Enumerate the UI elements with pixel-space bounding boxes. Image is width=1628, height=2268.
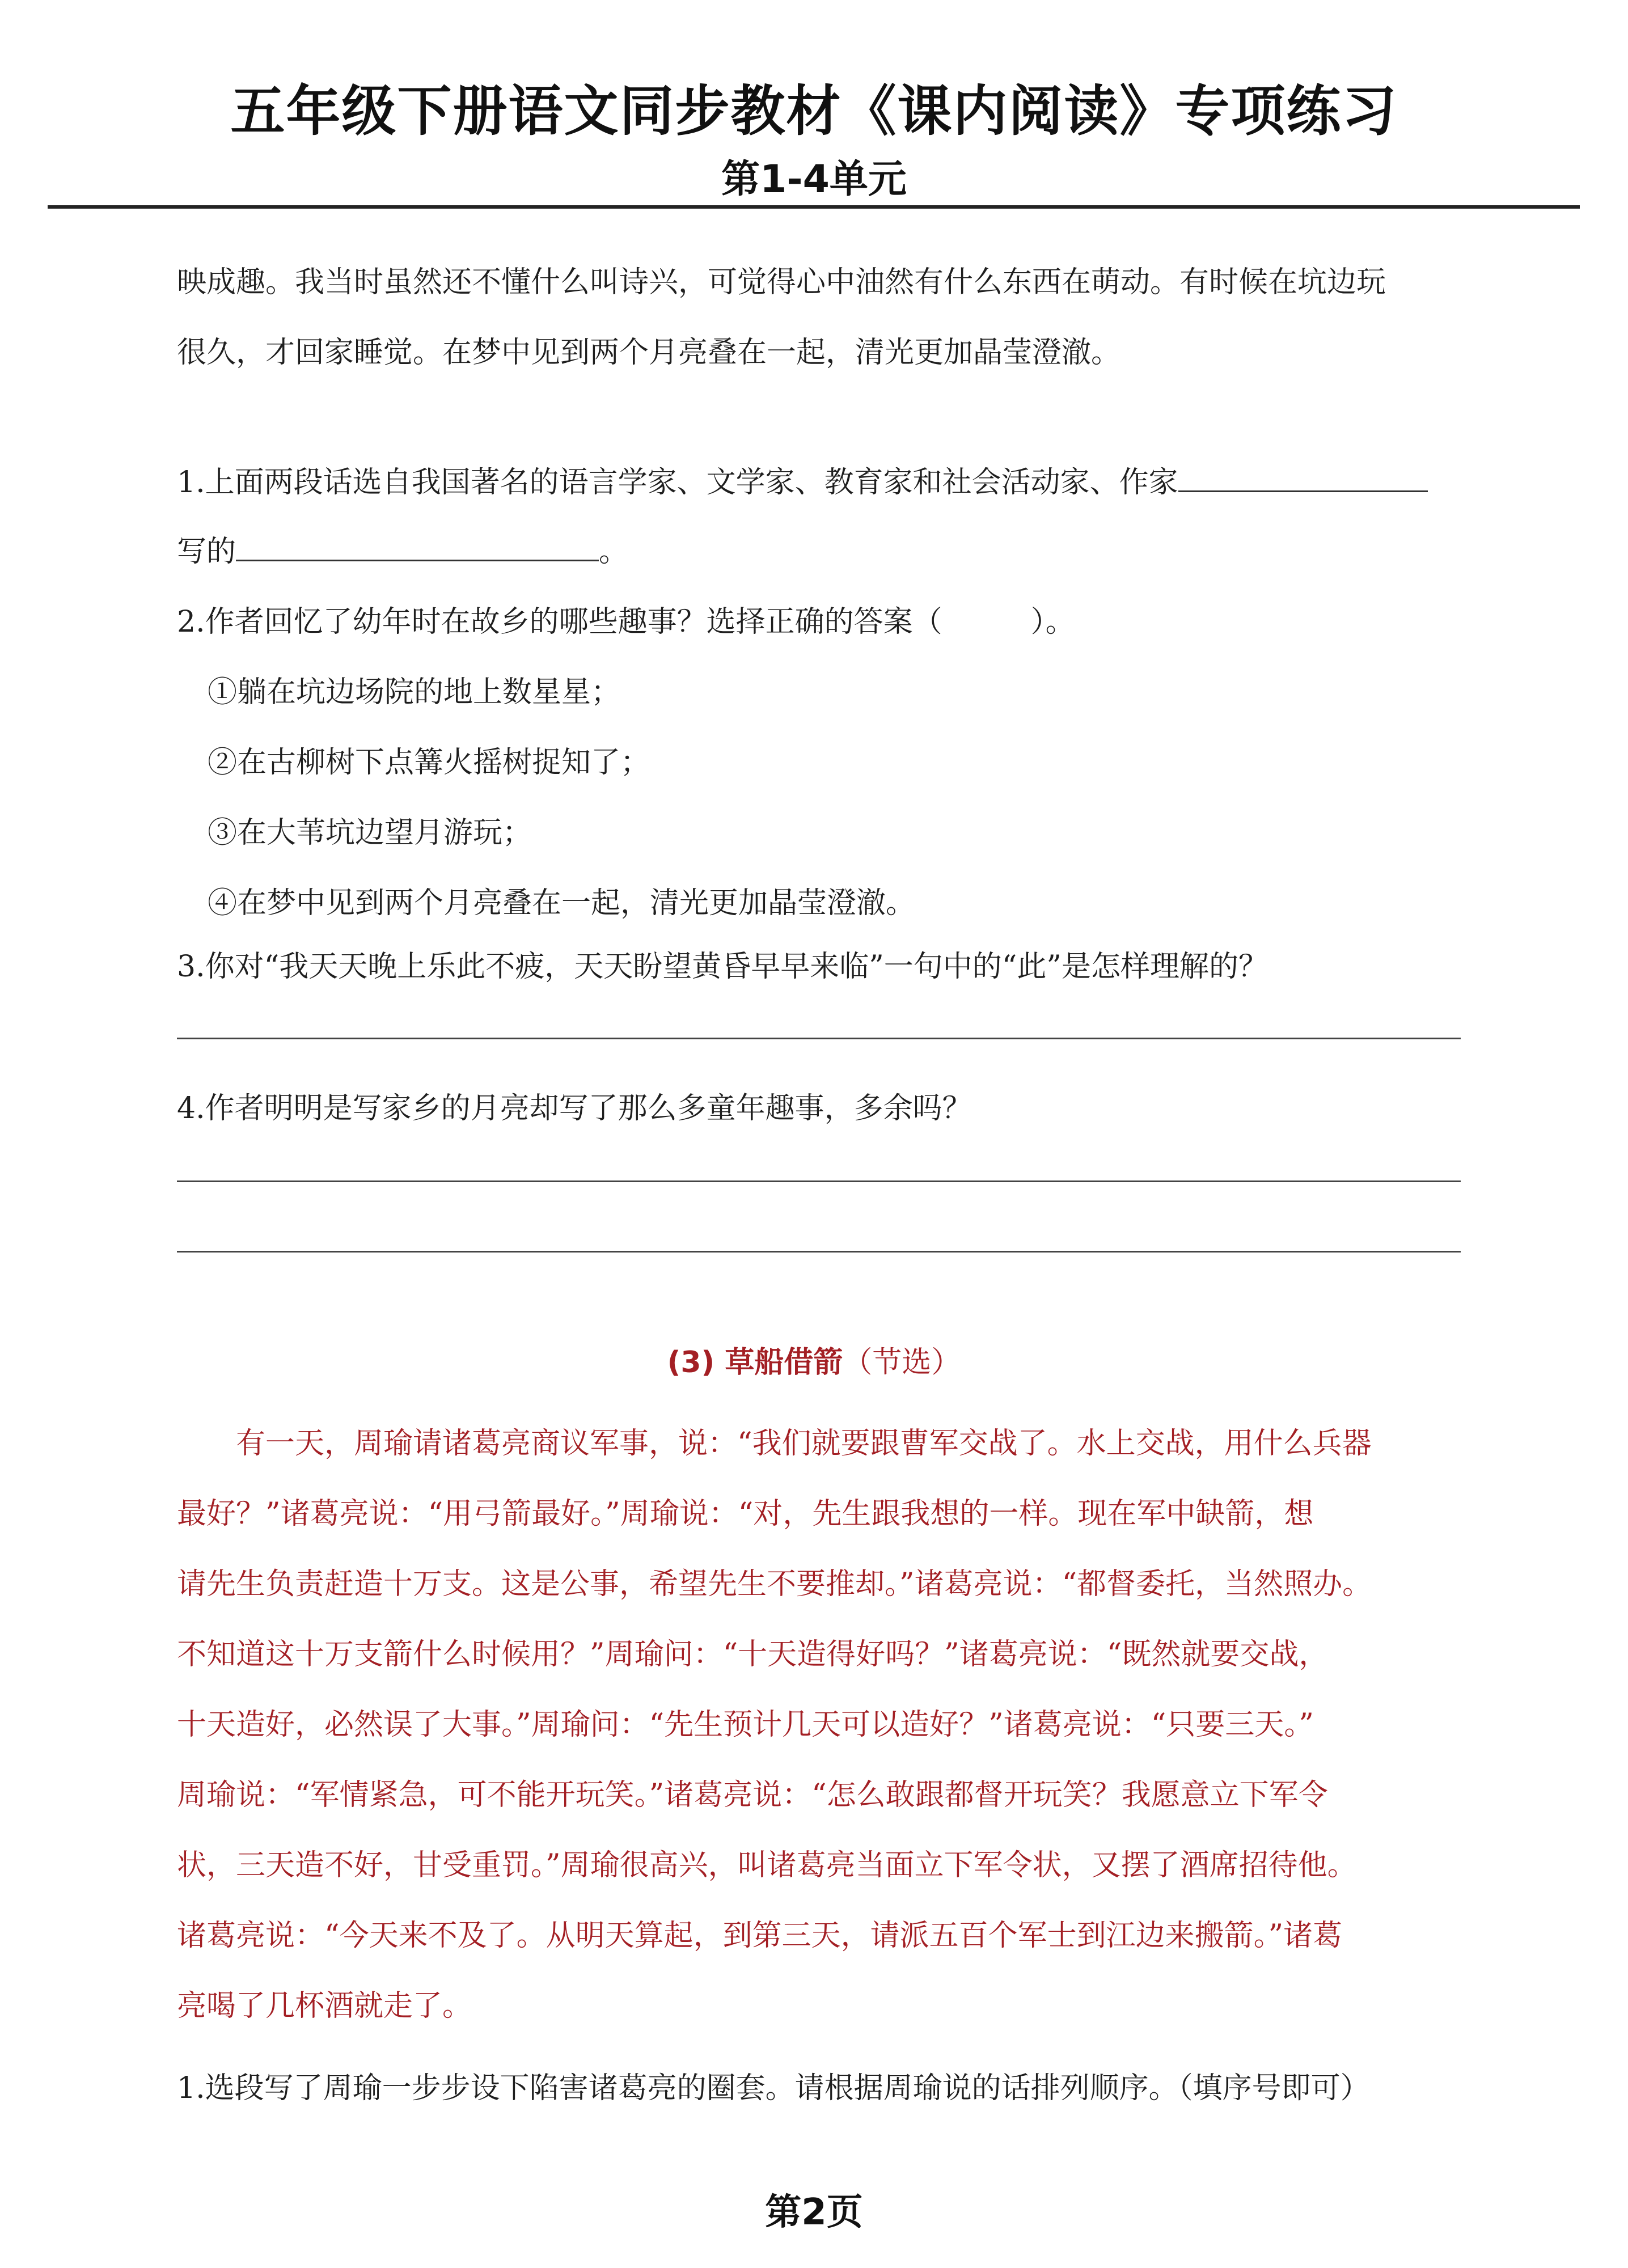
passage-line: 不知道这十万支箭什么时候用？”周瑜问：“十天造得好吗？”诸葛亮说：“既然就要交战，	[177, 1637, 1329, 1672]
work-answer-blank[interactable]	[236, 530, 599, 561]
question-2-prompt: 2.作者回忆了幼年时在故乡的哪些趣事？选择正确的答案（ ）。	[177, 605, 1075, 639]
passage-line: 诸葛亮说：“今天来不及了。从明天算起，到第三天，请派五百个军士到江边来搬箭。”诸葛	[177, 1919, 1343, 1953]
passage-line: 很久，才回家睡觉。在梦中见到两个月亮叠在一起，清光更加晶莹澄澈。	[177, 336, 1121, 370]
passage-line: 周瑜说：“军情紧急，可不能开玩笑。”诸葛亮说：“怎么敢跟都督开玩笑？我愿意立下军令	[177, 1778, 1328, 1812]
question-2-option: ②在古柳树下点篝火摇树捉知了；	[208, 746, 650, 780]
passage-line: 亮喝了几杯酒就走了。	[177, 1989, 472, 2023]
passage-line: 有一天，周瑜请诸葛亮商议军事，说：“我们就要跟曹军交战了。水上交战，用什么兵器	[236, 1427, 1372, 1461]
question-4-text: 4.作者明明是写家乡的月亮却写了那么多童年趣事，多余吗？	[177, 1091, 972, 1125]
question-1-part2: 写的	[177, 535, 236, 569]
unit-subtitle: 第1-4单元	[721, 157, 907, 202]
section-title	[0, 1338, 1628, 1381]
question-4-answer-line[interactable]	[177, 1251, 1461, 1253]
question-1-text-cont	[177, 527, 628, 570]
passage-line: 十天造好，必然误了大事。”周瑜问：“先生预计几天可以造好？”诸葛亮说：“只要三天。”	[177, 1708, 1314, 1742]
page-number: 第2页	[765, 2191, 863, 2233]
passage-line: 最好？”诸葛亮说：“用弓箭最好。”周瑜说：“对，先生跟我想的一样。现在军中缺箭，想	[177, 1497, 1314, 1531]
section-2-question-1: 1.选段写了周瑜一步步设下陷害诸葛亮的圈套。请根据周瑜说的话排列顺序。（填序号即可）	[177, 2071, 1370, 2105]
section-title-main: (3) 草船借箭	[667, 1345, 843, 1380]
passage-line: 映成趣。我当时虽然还不懂什么叫诗兴，可觉得心中油然有什么东西在萌动。有时候在坑边玩	[177, 265, 1386, 299]
question-1-text	[177, 458, 1428, 501]
passage-line: 请先生负责赶造十万支。这是公事，希望先生不要推却。”诸葛亮说：“都督委托，当然照办。	[177, 1567, 1372, 1601]
question-1-part1: 1.上面两段话选自我国著名的语言学家、文学家、教育家和社会活动家、作家	[177, 466, 1178, 500]
author-answer-blank[interactable]	[1178, 461, 1428, 492]
passage-line: 状，三天造不好，甘受重罚。”周瑜很高兴，叫诸葛亮当面立下军令状，又摆了酒席招待他。	[177, 1848, 1357, 1882]
question-2-option: ④在梦中见到两个月亮叠在一起，清光更加晶莹澄澈。	[208, 886, 916, 920]
question-3-answer-line[interactable]	[177, 1038, 1461, 1039]
header-divider	[48, 205, 1580, 209]
question-2-option: ①躺在坑边场院的地上数星星；	[208, 675, 621, 709]
section-title-note: （节选）	[843, 1345, 961, 1380]
question-3-text: 3.你对“我天天晚上乐此不疲，天天盼望黄昏早早来临”一句中的“此”是怎样理解的？	[177, 950, 1268, 984]
question-4-answer-line[interactable]	[177, 1180, 1461, 1182]
page-title: 五年级下册语文同步教材《课内阅读》专项练习	[230, 79, 1398, 143]
question-1-end: 。	[599, 535, 629, 569]
question-2-option: ③在大苇坑边望月游玩；	[208, 816, 532, 850]
